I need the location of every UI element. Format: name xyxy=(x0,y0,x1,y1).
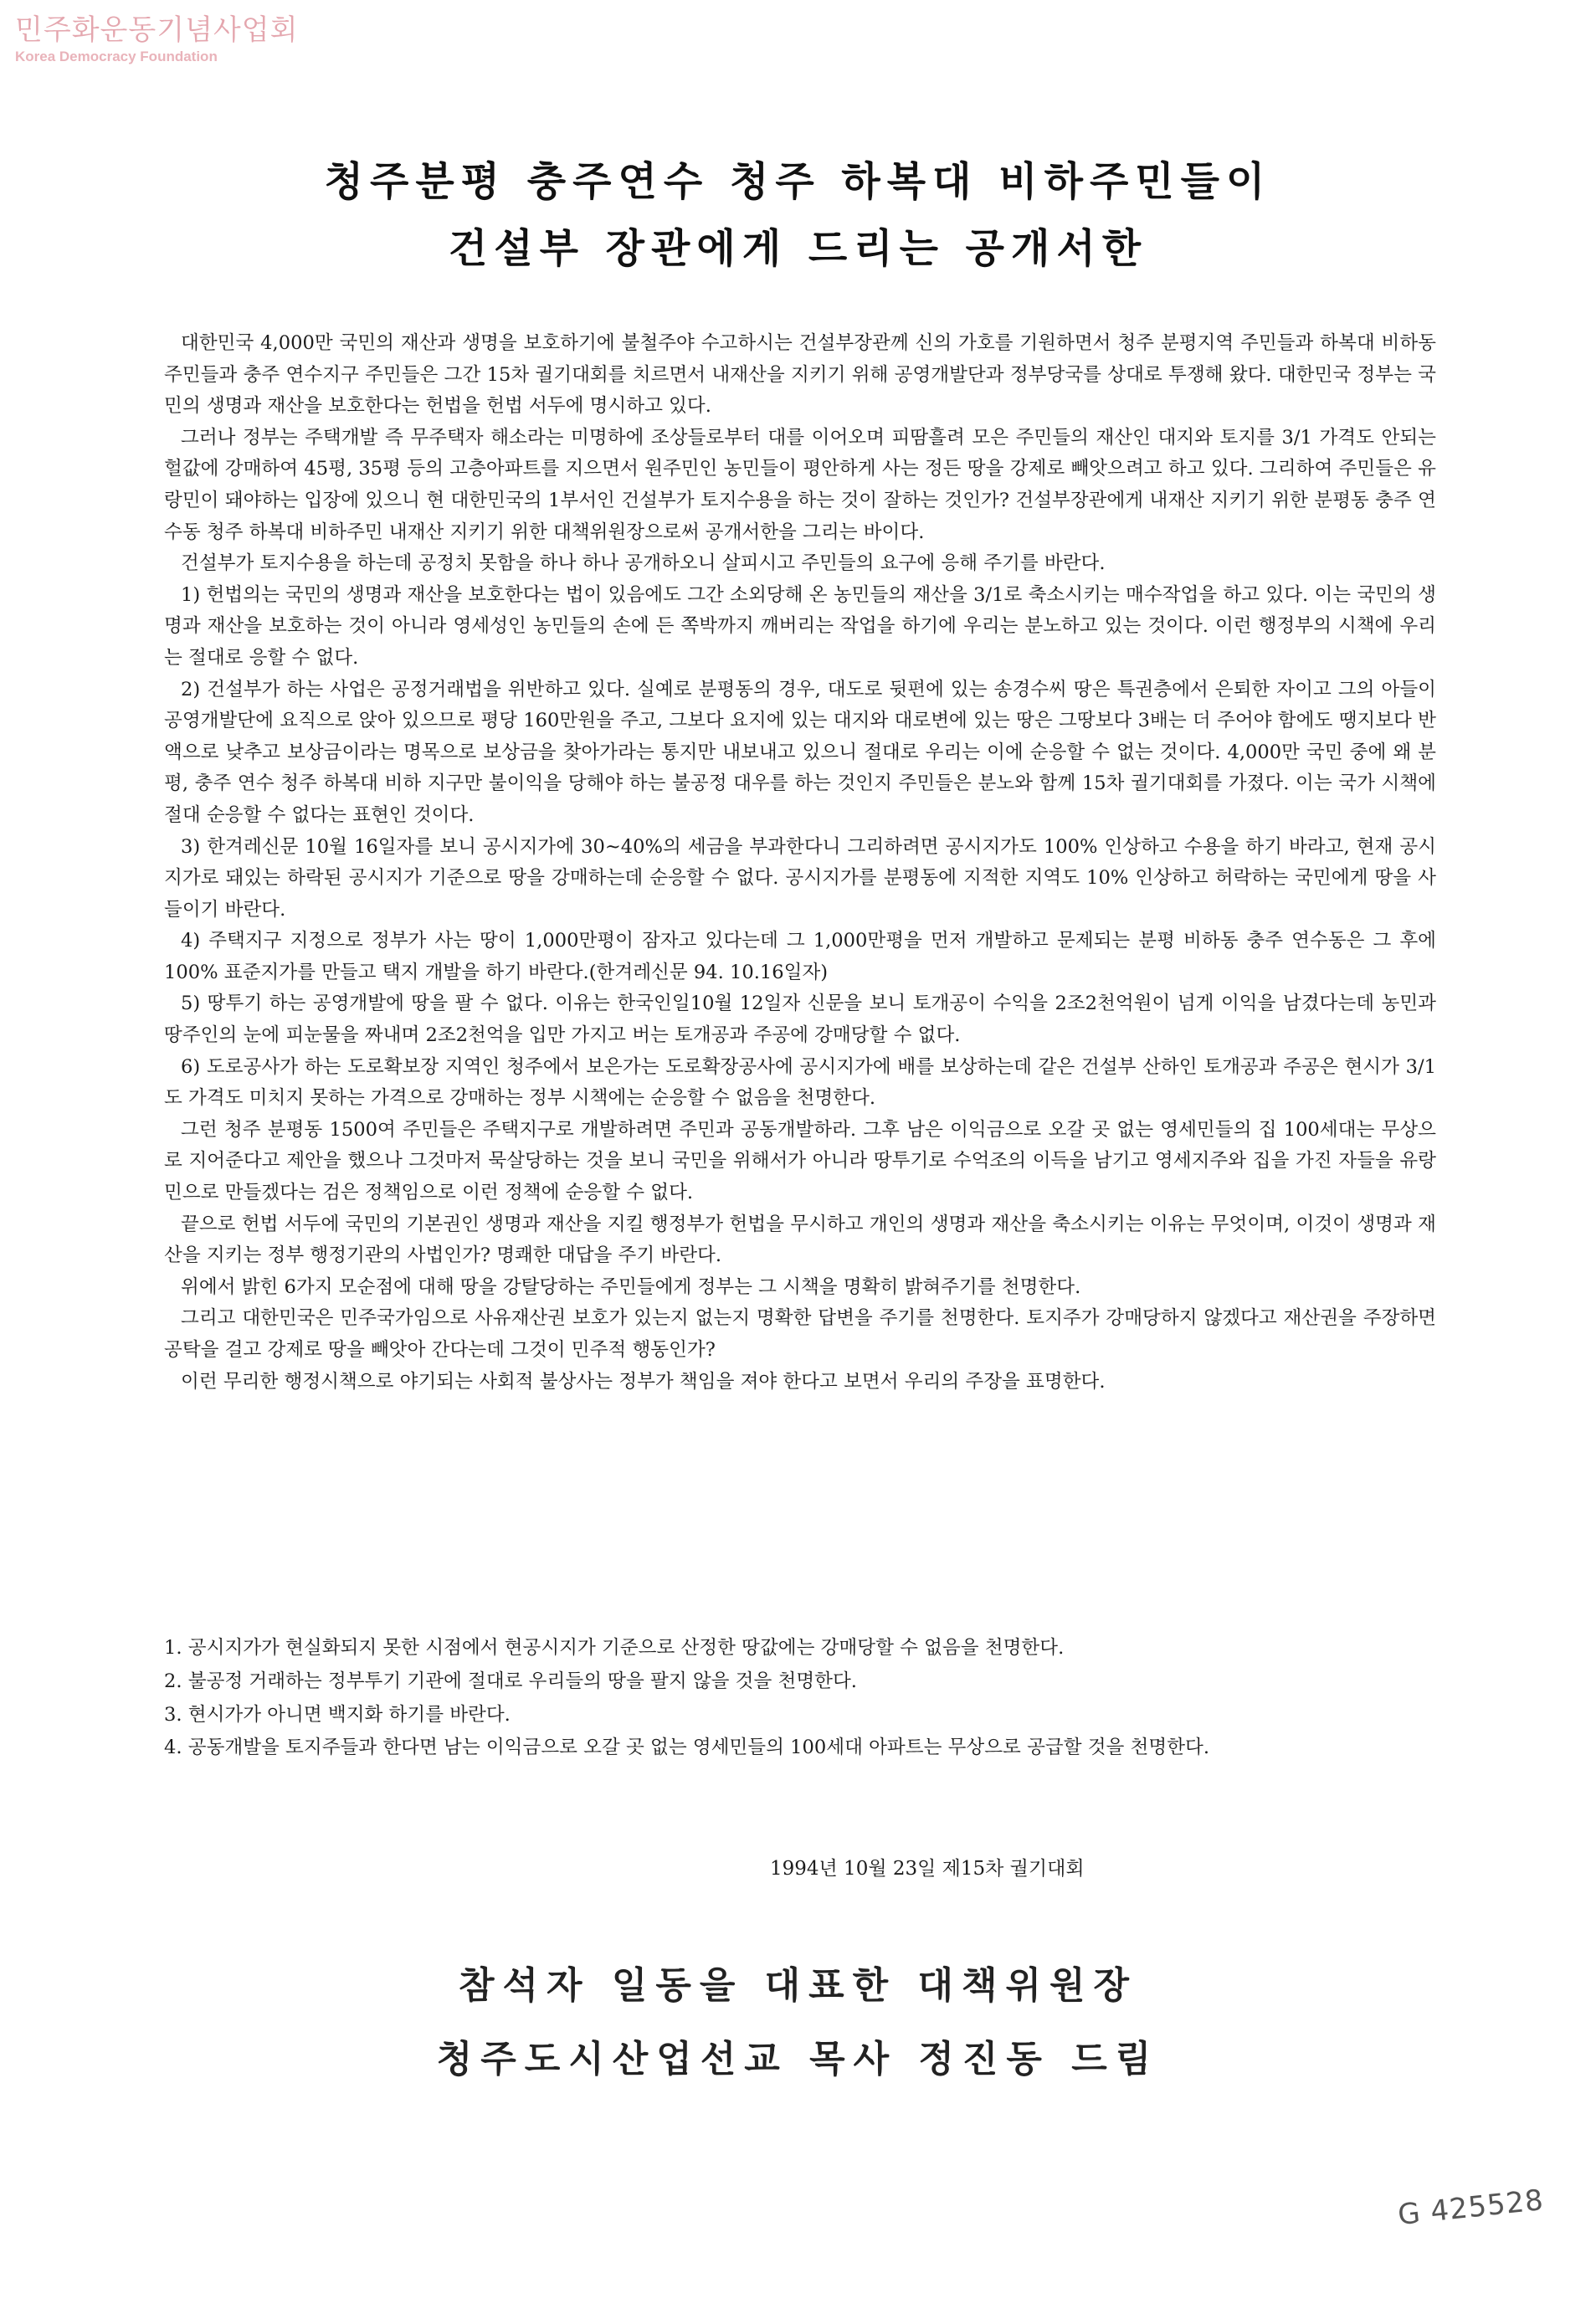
watermark-korean: 민주화운동기념사업회 xyxy=(15,13,299,47)
paragraph: 이런 무리한 행정시책으로 야기되는 사회적 불상사는 정부가 책임을 져야 한다고 보면서 우리의 주장을 표명한다. xyxy=(181,1370,1106,1393)
paragraph: 4) 주택지구 지정으로 정부가 사는 땅이 1,000만평이 잠자고 있다는데 그 1,000만평을 먼저 개발하고 문제되는 분평 비하동 충주 연수동은 그 후에 100% 표준지가를 만들고 택지 개발을 하기 바란다.(한겨레신문 94. 10.16일자) xyxy=(164,930,1436,983)
demand-item: 3. 현시가가 아니면 백지화 하기를 바란다. xyxy=(164,1703,511,1726)
paragraph: 6) 도로공사가 하는 도로확보장 지역인 청주에서 보은가는 도로확장공사에 공시지가에 배를 보상하는데 같은 건설부 산하인 토개공과 주공은 현시가 3/1도 가격도 미치지 못하는 가격으로 강매하는 정부 시책에는 순응할 수 없음을 천명한다. xyxy=(164,1055,1436,1110)
demand-item: 1. 공시지가가 현실화되지 못한 시점에서 현공시지가 기준으로 산정한 땅값에는 강매당할 수 없음을 천명한다. xyxy=(164,1637,1065,1659)
paragraph: 그리고 대한민국은 민주국가임으로 사유재산권 보호가 있는지 없는지 명확한 답변을 주기를 천명한다. 토지주가 강매당하지 않겠다고 재산권을 주장하면 공탁을 걸고 강제로 땅을 빼앗아 간다는데 그것이 민주적 행동인가? xyxy=(164,1307,1436,1361)
signature-line-1: 참석자 일동을 대표한 대책위원장 xyxy=(458,1964,1137,2007)
document-number: G 425528 xyxy=(1396,2183,1546,2233)
paragraph: 위에서 밝힌 6가지 모순점에 대해 땅을 강탈당하는 주민들에게 정부는 그 시책을 명확히 밝혀주기를 천명한다. xyxy=(181,1275,1081,1298)
letter-body xyxy=(164,328,1436,1398)
title-line-2: 건설부 장관에게 드리는 공개서한 xyxy=(448,225,1148,272)
title-line-1: 청주분평 충주연수 청주 하복대 비하주민들이 xyxy=(324,158,1272,205)
paragraph: 5) 땅투기 하는 공영개발에 땅을 팔 수 없다. 이유는 한국인일10월 12일자 신문을 보니 토개공이 수익을 2조2천억원이 넘게 이익을 남겼다는데 농민과 땅주인의 눈에 피눈물을 짜내며 2조2천억을 입만 가지고 버는 토개공과 주공에 강매당할 수 없다. xyxy=(164,993,1436,1047)
paragraph: 끝으로 헌법 서두에 국민의 기본권인 생명과 재산을 지킬 행정부가 헌법을 무시하고 개인의 생명과 재산을 축소시키는 이유는 무엇이며, 이것이 생명과 재산을 지키는 정부 행정기관의 사법인가? 명쾌한 대답을 주기 바란다. xyxy=(164,1213,1436,1267)
paragraph: 3) 한겨레신문 10월 16일자를 보니 공시지가에 30~40%의 세금을 부과한다니 그리하려면 공시지가도 100% 인상하고 수용을 하기 바라고, 현재 공시지가로 돼있는 하락된 공시지가 기준으로 땅을 강매하는데 순응할 수 없다. 공시지가를 분평동에 지적한 지역도 10% 인상하고 허락하는 국민에게 땅을 사들이기 바란다. xyxy=(164,835,1436,921)
paragraph: 그런 청주 분평동 1500여 주민들은 주택지구로 개발하려면 주민과 공동개발하라. 그후 남은 이익금으로 오갈 곳 없는 영세민들의 집 100세대는 무상으로 지어준다고 제안을 했으나 그것마저 묵살당하는 것을 보니 국민을 위해서가 아니라 땅투기로 수억조의 이득을 남기고 영세지주와 집을 가진 자들을 유랑민으로 만들겠다는 검은 정책임으로 이런 정책에 순응할 수 없다. xyxy=(164,1118,1436,1204)
signature-line-2: 청주도시산업선교 목사 정진동 드림 xyxy=(436,2038,1160,2081)
watermark-english: Korea Democracy Foundation xyxy=(15,49,218,64)
demand-item: 2. 불공정 거래하는 정부투기 기관에 절대로 우리들의 땅을 팔지 않을 것을 천명한다. xyxy=(164,1670,857,1692)
paragraph: 건설부가 토지수용을 하는데 공정치 못함을 하나 하나 공개하오니 살피시고 주민들의 요구에 응해 주기를 바란다. xyxy=(181,552,1106,575)
paragraph: 1) 헌법의는 국민의 생명과 재산을 보호한다는 법이 있음에도 그간 소외당해 온 농민들의 재산을 3/1로 축소시키는 매수작업을 하고 있다. 이는 국민의 생명과 재산을 보호하는 것이 아니라 영세성인 농민들의 손에 든 쪽박까지 깨버리는 작업을 하기에 우리는 분노하고 있는 것이다. 이런 행정부의 시책에 우리는 절대로 응할 수 없다. xyxy=(164,583,1436,669)
watermark xyxy=(15,13,298,65)
paragraph: 그러나 정부는 주택개발 즉 무주택자 해소라는 미명하에 조상들로부터 대를 이어오며 피땀흘려 모은 주민들의 재산인 대지와 토지를 3/1 가격도 안되는 헐값에 강매하여 45평, 35평 등의 고층아파트를 지으면서 원주민인 농민들이 평안하게 사는 정든 땅을 강제로 빼앗으려고 하고 있다. 그리하여 주민들은 유랑민이 돼야하는 입장에 있으니 현 대한민국의 1부서인 건설부가 토지수용을 하는 것이 잘하는 것인가? 건설부장관에게 내재산 지키기 위한 분평동 충주 연수동 청주 하복대 비하주민 내재산 지키기 위한 대책위원장으로써 공개서한을 그리는 바이다. xyxy=(164,426,1436,543)
paragraph: 2) 건설부가 하는 사업은 공정거래법을 위반하고 있다. 실예로 분평동의 경우, 대도로 뒷편에 있는 송경수씨 땅은 특권층에서 은퇴한 자이고 그의 아들이 공영개발단에 요직으로 앉아 있으므로 평당 160만원을 주고, 그보다 요지에 있는 대지와 대로변에 있는 땅은 그땅보다 3배는 더 주어야 함에도 땡지보다 반액으로 낮추고 보상금이라는 명목으로 보상금을 찾아가라는 통지만 내보내고 있으니 절대로 우리는 이에 순응할 수 없는 것이다. 4,000만 국민 중에 왜 분평, 충주 연수 청주 하복대 비하 지구만 불이익을 당해야 하는 불공정 대우를 하는 것인지 주민들은 분노와 함께 15차 궐기대회를 가졌다. 이는 국가 시책에 절대 순응할 수 없다는 표현인 것이다. xyxy=(164,678,1436,826)
demands-list xyxy=(164,1632,1436,1765)
paragraph: 대한민국 4,000만 국민의 재산과 생명을 보호하기에 불철주야 수고하시는 건설부장관께 신의 가호를 기원하면서 청주 분평지역 주민들과 하복대 비하동 주민들과 충주 연수지구 주민들은 그간 15차 궐기대회를 치르면서 내재산을 지키기 위해 공영개발단과 정부당국를 상대로 투쟁해 왔다. 대한민국 정부는 국민의 생명과 재산을 보호한다는 헌법을 헌법 서두에 명시하고 있다. xyxy=(164,332,1436,418)
demand-item: 4. 공동개발을 토지주들과 한다면 남는 이익금으로 오갈 곳 없는 영세민들의 100세대 아파트는 무상으로 공급할 것을 천명한다. xyxy=(164,1737,1210,1759)
dateline: 1994년 10월 23일 제15차 궐기대회 xyxy=(770,1858,1085,1880)
